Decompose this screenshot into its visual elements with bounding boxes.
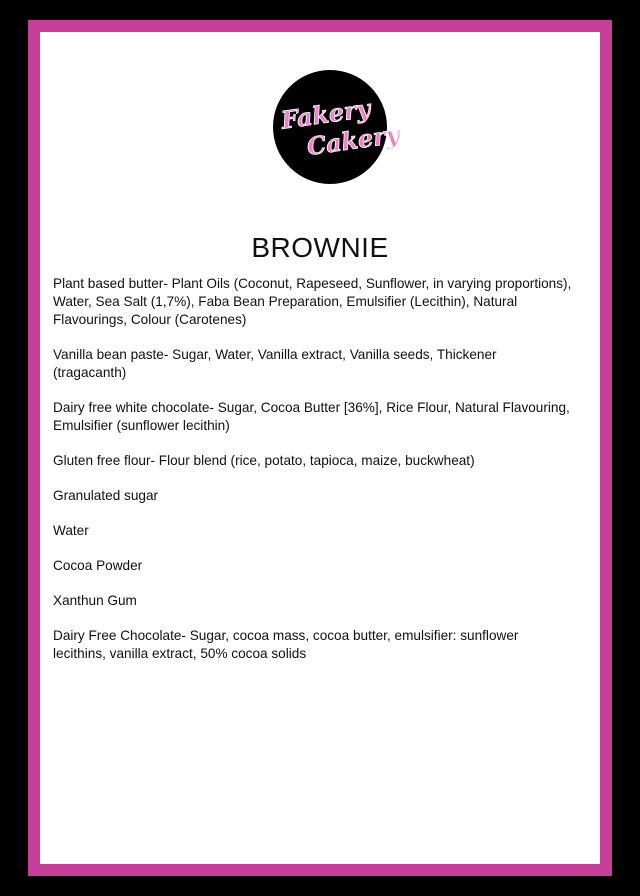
ingredient-item: Vanilla bean paste- Sugar, Water, Vanilla extract, Vanilla seeds, Thickener (tragacanth): [53, 347, 497, 380]
ingredients-list: [53, 275, 573, 680]
fakery-cakery-logo: [273, 70, 402, 184]
logo-graphic: [273, 70, 402, 184]
ingredient-item: Granulated sugar: [53, 488, 159, 503]
ingredient-item: Dairy free white chocolate- Sugar, Cocoa Butter [36%], Rice Flour, Natural Flavouring, Emulsifier (sunflower lecithin): [53, 400, 570, 433]
ingredient-item: Water: [53, 523, 89, 538]
pink-border-frame: [28, 20, 612, 876]
logo-text-line2: Cakery: [304, 119, 402, 162]
document-page: [40, 32, 600, 864]
page-title: BROWNIE: [251, 232, 389, 263]
logo-text-line1: Fakery: [279, 93, 373, 135]
ingredient-item: Plant based butter- Plant Oils (Coconut, Rapeseed, Sunflower, in varying proportions), Water, Sea Salt (1,7%), Faba Bean Preparation, Emulsifier (Lecithin), Natural Flavourings, Colour (Carotenes): [53, 276, 572, 327]
ingredient-item: Dairy Free Chocolate- Sugar, cocoa mass, cocoa butter, emulsifier: sunflower lecithins, vanilla extract, 50% cocoa solids: [53, 628, 519, 661]
ingredient-item: Gluten free flour- Flour blend (rice, potato, tapioca, maize, buckwheat): [53, 453, 475, 468]
ingredient-item: Xanthun Gum: [53, 593, 137, 608]
ingredient-item: Cocoa Powder: [53, 558, 143, 573]
